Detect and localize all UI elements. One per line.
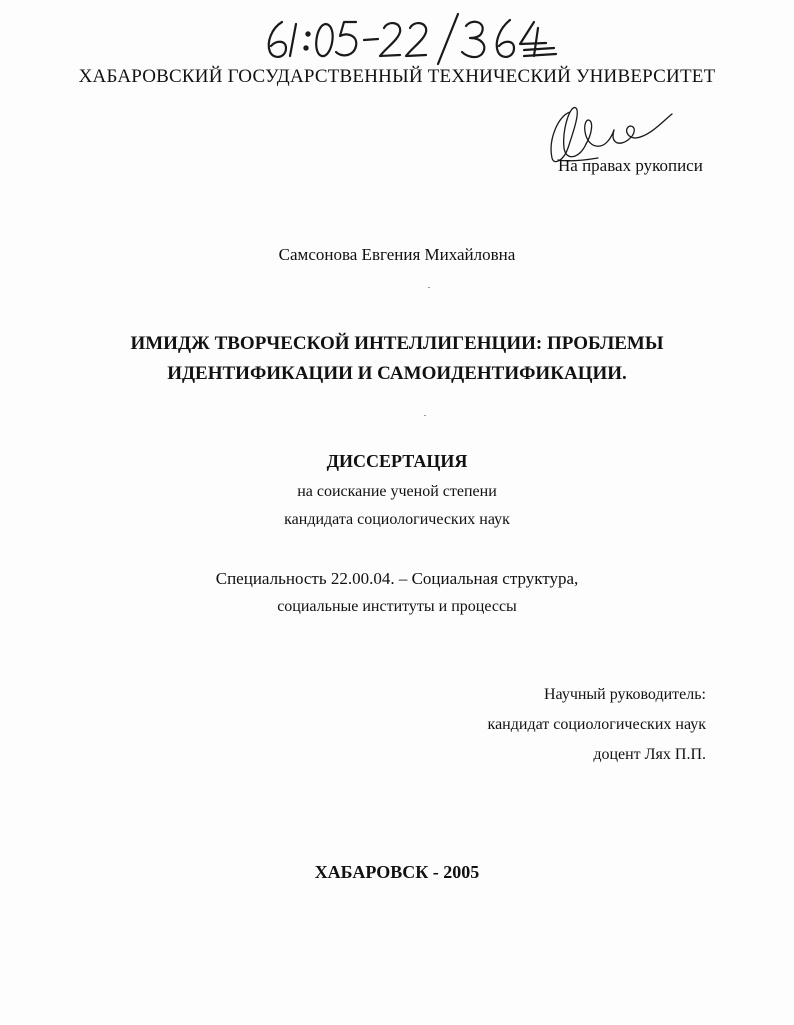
degree-line-1: на соискание ученой степени [297, 483, 497, 500]
document-type: ДИССЕРТАЦИЯ [326, 451, 468, 471]
dissertation-title-line-2: ИДЕНТИФИКАЦИИ И САМОИДЕНТИФИКАЦИИ. [167, 363, 627, 384]
supervisor-degree: кандидат социологических наук [487, 716, 706, 733]
specialty-line-2: социальные институты и процессы [277, 598, 517, 615]
handwritten-archive-code [262, 10, 562, 66]
supervisor-name: доцент Лях П.П. [593, 746, 706, 763]
scan-speck [424, 415, 426, 416]
supervisor-label: Научный руководитель: [543, 686, 706, 703]
degree-line-2: кандидата социологических наук [284, 511, 510, 528]
scan-speck [428, 287, 430, 288]
city-year: ХАБАРОВСК - 2005 [314, 862, 480, 882]
university-name: ХАБАРОВСКИЙ ГОСУДАРСТВЕННЫЙ ТЕХНИЧЕСКИЙ УНИВЕРСИТЕТ [78, 66, 716, 87]
author-name: Самсонова Евгения Михайловна [278, 245, 516, 264]
manuscript-note: На правах рукописи [558, 156, 703, 175]
dissertation-title-line-1: ИМИДЖ ТВОРЧЕСКОЙ ИНТЕЛЛИГЕНЦИИ: ПРОБЛЕМЫ [130, 333, 664, 354]
specialty-line-1: Специальность 22.00.04. – Социальная структура, [215, 569, 579, 588]
